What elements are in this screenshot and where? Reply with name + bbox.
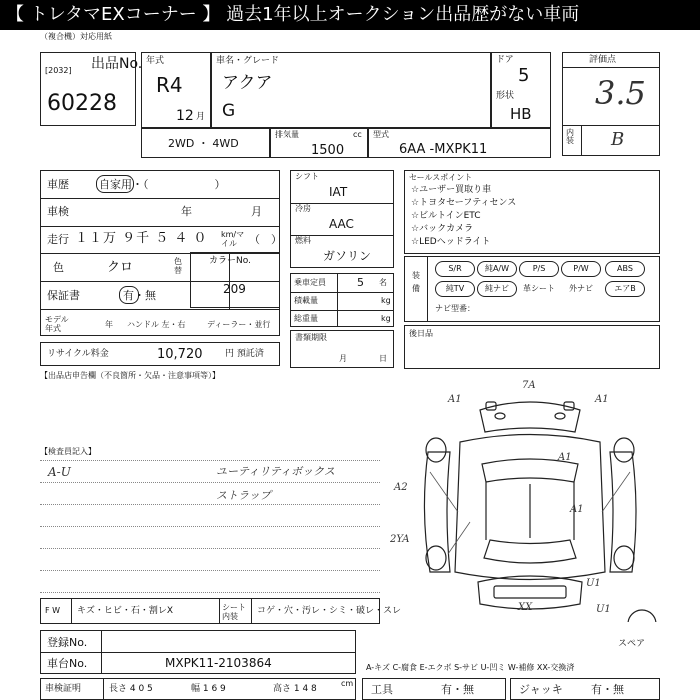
diagram-mark: A1 bbox=[448, 394, 462, 405]
ac-value: AAC bbox=[329, 217, 354, 231]
cert-length: 長さ 4 0 5 bbox=[109, 684, 153, 694]
equip-navi: 純ナビ bbox=[477, 281, 517, 297]
load-unit: kg bbox=[381, 296, 391, 305]
capacity-value: 5 bbox=[357, 276, 364, 289]
equip-leather: 革シート bbox=[523, 284, 555, 293]
seat-label: シート内装 bbox=[222, 603, 246, 621]
displacement-label: 排気量 bbox=[275, 130, 299, 139]
score-label: 評価点 bbox=[589, 55, 617, 65]
spec-table bbox=[290, 170, 394, 268]
seat-text: コゲ・穴・汚レ・シミ・破レ・スレ bbox=[257, 606, 402, 616]
sales-point-item: ☆ビルトインETC bbox=[411, 211, 481, 221]
lot-box bbox=[40, 52, 143, 126]
model-year-handle: ハンドル 左・右 bbox=[127, 320, 186, 329]
lot-number: 60228 bbox=[47, 91, 117, 116]
fw-label: F W bbox=[45, 606, 61, 615]
load-label: 積載量 bbox=[294, 296, 318, 305]
year-box bbox=[141, 52, 211, 128]
doors-label: ドア bbox=[496, 55, 514, 65]
recycle-label: リサイクル料金 bbox=[47, 349, 109, 359]
sales-point-item: ☆バックカメラ bbox=[411, 224, 474, 234]
type-label: 型式 bbox=[373, 130, 389, 139]
diagram-mark: U1 bbox=[596, 604, 611, 615]
fw-text: キズ・ヒビ・石・割レX bbox=[77, 606, 173, 616]
ac-label: 冷房 bbox=[295, 204, 311, 213]
model-year-year: 年 bbox=[105, 320, 113, 329]
inspector-note: ユーティリティボックス bbox=[216, 465, 335, 478]
notes-label: 【出品店申告欄（不良箇所・欠品・注意事項等）】 bbox=[40, 371, 220, 380]
sales-point-item: ☆LEDヘッドライト bbox=[411, 237, 491, 247]
diagram-mark: 7A bbox=[522, 380, 536, 391]
color-no-value: 209 bbox=[223, 282, 246, 296]
shift-label: シフト bbox=[295, 172, 319, 181]
cert-height: 高さ 1 4 8 bbox=[273, 684, 317, 694]
year-month-unit: 月 bbox=[196, 112, 206, 122]
lot-small: [2032] bbox=[45, 66, 72, 75]
diagram-mark: XX bbox=[518, 602, 533, 613]
warranty-circle bbox=[119, 286, 139, 304]
docs-label: 書類期限 bbox=[295, 333, 327, 342]
model-grade: G bbox=[222, 101, 236, 121]
mileage-tail: （ ） bbox=[249, 233, 282, 246]
sales-points-label: セールスポイント bbox=[409, 173, 473, 182]
spare-label: スペア bbox=[618, 639, 646, 649]
recycle-unit: 円 預託済 bbox=[225, 349, 264, 359]
interior-value: B bbox=[611, 129, 625, 150]
history-label: 車歴 bbox=[47, 178, 69, 191]
arrival-box bbox=[404, 325, 660, 369]
registration-box bbox=[40, 630, 356, 674]
diagram-mark: 2YA bbox=[390, 534, 410, 545]
type-value: 6AA -MXPK11 bbox=[399, 142, 488, 157]
inspection-year: 年 bbox=[181, 205, 192, 218]
diagram-mark: A1 bbox=[570, 504, 584, 515]
equip-ps: P/S bbox=[519, 261, 559, 277]
color-no-label: カラーNo. bbox=[209, 256, 251, 266]
equipment-box bbox=[404, 256, 660, 322]
lot-label: 出品No. bbox=[91, 56, 143, 72]
gross-unit: kg bbox=[381, 314, 391, 323]
inspector-note: ストラップ bbox=[216, 489, 271, 502]
diagram-mark: A1 bbox=[595, 394, 609, 405]
cert-label: 車検証明 bbox=[45, 684, 82, 694]
cert-width: 幅 1 6 9 bbox=[191, 684, 226, 694]
diagram-mark: A2 bbox=[394, 482, 408, 493]
color-label: 色 bbox=[53, 261, 64, 274]
chassis-value: MXPK11-2103864 bbox=[165, 656, 272, 670]
drive-box bbox=[141, 128, 270, 158]
year-label: 年式 bbox=[146, 56, 165, 66]
cert-unit: cm bbox=[341, 679, 354, 688]
capacity-unit: 名 bbox=[379, 278, 387, 287]
color-change-label: 色替 bbox=[174, 257, 182, 275]
cert-box bbox=[40, 678, 356, 700]
tools-value: 有・無 bbox=[441, 683, 474, 696]
drive-value: 2WD ・ 4WD bbox=[168, 137, 239, 150]
score-value: 3.5 bbox=[595, 74, 646, 112]
color-no-box bbox=[190, 252, 280, 308]
doors-value: 5 bbox=[518, 65, 530, 86]
equipment-label: 装備 bbox=[412, 271, 420, 293]
diagram-mark: U1 bbox=[586, 578, 601, 589]
displacement-box bbox=[270, 128, 368, 158]
mileage-unit: km/マイル bbox=[221, 230, 245, 248]
registration-label: 登録No. bbox=[47, 636, 88, 649]
model-year-dealer: ディーラー・並行 bbox=[207, 320, 271, 329]
damage-legend: A-キズ C-腐食 E-エクボ S-サビ U-凹ミ W-補修 XX-交換済 bbox=[366, 663, 575, 672]
mileage-value: １１万 ９千 ５ ４ ０ bbox=[75, 231, 208, 246]
model-name: アクア bbox=[222, 73, 273, 93]
recycle-box bbox=[40, 342, 280, 366]
jack-value: 有・無 bbox=[591, 683, 624, 696]
score-box bbox=[562, 52, 660, 156]
doors-box bbox=[491, 52, 551, 128]
model-label: 車名・グレード bbox=[216, 56, 280, 66]
docs-box bbox=[290, 330, 394, 368]
model-year-label: モデル年式 bbox=[45, 315, 69, 333]
gross-label: 総重量 bbox=[294, 314, 318, 323]
displacement-value: 1500 bbox=[311, 143, 345, 158]
equip-pw: P/W bbox=[561, 261, 601, 277]
sales-point-item: ☆ユーザー買取り車 bbox=[411, 185, 492, 195]
inspector-label: 【検査員記入】 bbox=[40, 447, 96, 456]
model-box bbox=[211, 52, 491, 128]
warranty-value: 有・無 bbox=[123, 289, 156, 302]
fw-box bbox=[40, 598, 402, 624]
car-damage-diagram bbox=[390, 372, 670, 622]
interior-label: 内装 bbox=[566, 128, 574, 145]
color-value: クロ bbox=[107, 260, 134, 275]
tools-box bbox=[362, 678, 506, 700]
docs-day: 日 bbox=[379, 354, 387, 363]
displacement-unit: cc bbox=[353, 130, 362, 139]
capacity-label: 乗車定員 bbox=[294, 278, 326, 287]
warranty-label: 保証書 bbox=[47, 289, 80, 302]
history-value: 自家用・（ ） bbox=[99, 178, 226, 191]
year-month: 12 bbox=[176, 108, 194, 124]
arrival-label: 後日品 bbox=[409, 329, 433, 338]
fuel-label: 燃料 bbox=[295, 236, 311, 245]
equip-abs: ABS bbox=[605, 261, 645, 277]
inspection-month: 月 bbox=[251, 205, 262, 218]
inspector-note: A-U bbox=[48, 465, 71, 479]
equip-alloy: 純A/W bbox=[477, 261, 517, 277]
docs-month: 月 bbox=[339, 354, 347, 363]
tools-label: 工具 bbox=[371, 683, 393, 696]
type-box bbox=[368, 128, 551, 158]
sales-point-item: ☆トヨタセーフティセンス bbox=[411, 198, 517, 208]
shape-label: 形状 bbox=[496, 91, 515, 101]
sales-points-box bbox=[404, 170, 660, 254]
inspection-label: 車検 bbox=[47, 205, 69, 218]
shift-value: IAT bbox=[329, 185, 348, 199]
shape-value: HB bbox=[510, 105, 532, 123]
title-banner: 【 トレタマEXコーナー 】 過去1年以上オークション出品歴がない車両 bbox=[0, 0, 700, 30]
history-circle bbox=[96, 175, 134, 193]
fuel-value: ガソリン bbox=[323, 249, 372, 263]
capacity-table bbox=[290, 273, 394, 327]
equip-airbag: エアB bbox=[605, 281, 645, 297]
diagram-mark: A1 bbox=[558, 452, 572, 463]
jack-box bbox=[510, 678, 660, 700]
recycle-value: 10,720 bbox=[157, 347, 203, 362]
equip-sr: S/R bbox=[435, 261, 475, 277]
year-era: R4 bbox=[156, 73, 183, 97]
equip-navi-model: ナビ型番： bbox=[435, 304, 475, 313]
sheet-subtitle: （複合機）対応用紙 bbox=[40, 32, 112, 41]
equip-ext-navi: 外ナビ bbox=[569, 284, 593, 293]
mileage-label: 走行 bbox=[47, 233, 69, 246]
chassis-label: 車台No. bbox=[47, 657, 88, 670]
equip-tv: 純TV bbox=[435, 281, 475, 297]
jack-label: ジャッキ bbox=[519, 683, 563, 696]
